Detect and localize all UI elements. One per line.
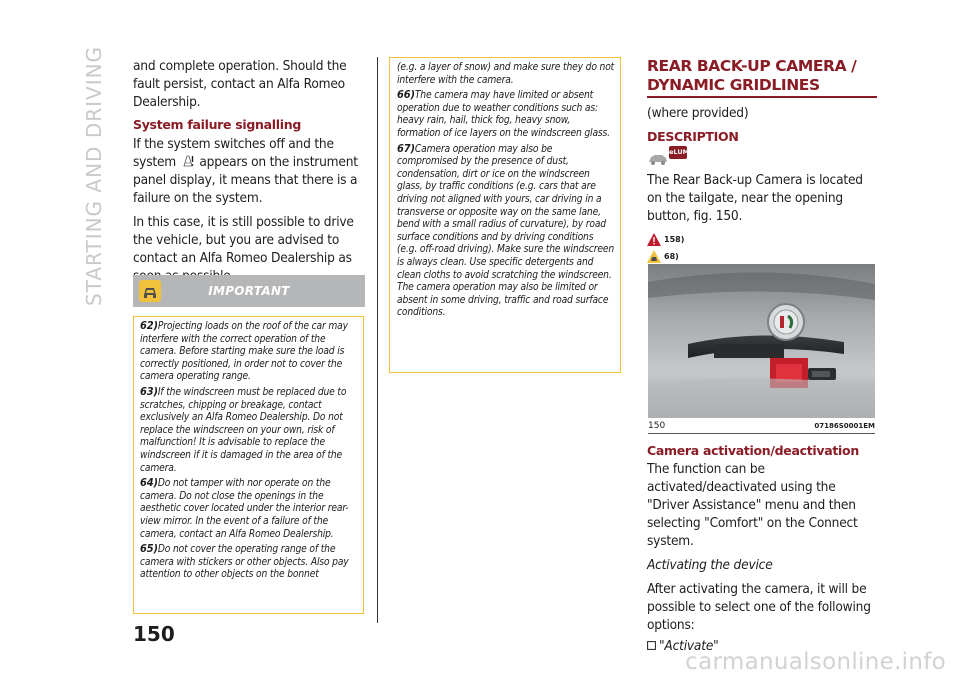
column-divider [377,57,378,623]
subhead-activation: Camera activation/deactivation [647,443,859,458]
warning-ref-68-label: 68) [664,252,679,261]
note-63 [140,386,358,475]
figure-rule [648,433,875,434]
section-title-rule [647,96,877,98]
paragraph-activation: The function can be activated/deactivated using the "Driver Assistance" menu and then selecting "Comfort" on the Connect system. [647,461,858,549]
note-65 [140,543,358,582]
note-65-continued: (e.g. a layer of snow) and make sure they do not interfere with the camera. [397,62,615,86]
warning-ref-158-label: 158) [664,235,685,244]
where-provided: (where provided) [647,105,749,121]
figure-caption [648,421,875,433]
option-activate-label: "Activate" [659,638,719,654]
note-66 [397,89,615,140]
warning-ref-158 [647,231,877,248]
tailgate-camera-illustration [648,264,875,418]
note-67-text: Camera operation may also be compromised by the presence of dust, condensation, dirt or ice on the windscreen glass, by traffic conditions (e.g. cars that are driving not aligned with yours, car driving in a transverse or opposite way on the same lane, bend with a small radius of curvature), by road surface conditions and by driving conditions (e.g. off-road driving). Make sure the windscreen is always clean. Use specific detergents and clean cloths to avoid scratching the windscreen. The camera operation may also be limited or absent in some driving, traffic and road surface conditions. [397,143,615,319]
important-title: IMPORTANT [208,284,290,298]
caution-car-triangle-icon [647,250,661,263]
note-64-text: Do not tamper with nor operate on the camera. Do not close the openings in the aesthetic cover located under the interior rear-view mirror. In the event of a failure of the camera, contact an Alfa Romeo Dealership. [140,478,349,540]
section-title [647,57,877,95]
paragraph-system-switch-off [133,135,365,207]
figure-number: 150 [648,421,666,431]
subhead-description: DESCRIPTION [647,129,739,144]
important-notes-box-continued [389,57,621,373]
italic-activating-device: Activating the device [647,557,773,573]
tailgate-camera-photo [648,264,875,418]
note-66-number: 66) [397,88,415,102]
bullet-arrow-icon [647,641,656,650]
paragraph-still-drive: In this case, it is still possible to drive the vehicle, but you are advised to contact an Alfa Romeo Dealership as [133,214,354,266]
note-62-number: 62) [140,319,158,332]
camera-failure-warning-icon [182,154,194,168]
warning-ref-68 [647,248,877,265]
column-right-lower [647,443,877,655]
note-64 [140,477,358,541]
note-63-number: 63) [140,384,158,398]
section-side-tab [82,45,106,306]
figure-code: 07186S0001EM [814,422,875,430]
danger-triangle-icon [647,233,661,246]
note-63-text: If the windscreen must be replaced due to scratches, chipping or breakage, contact exclusively an Alfa Romeo Dealership. Do not replace the windscreen on your own, risk of malfunction! It is advisable to replace the windscreen if it is damaged in the area of the camera. [140,386,347,474]
column-right [647,57,877,265]
note-67 [397,143,615,320]
paragraph-fault: and complete operation. Should the fault persist, contact an Alfa Romeo Dealership. [133,58,347,110]
important-notes-box [133,316,364,614]
important-header [133,275,365,307]
note-64-number: 64) [140,476,158,490]
section-title-line1: REAR BACK-UP CAMERA / [647,57,857,75]
subhead-system-failure: System failure signalling [133,117,301,132]
section-title-line2: DYNAMIC GRIDLINES [647,76,820,94]
note-65-text: Do not cover the operating range of the camera with stickers or other objects. Also pay attention to other objects on the bonnet [140,544,349,581]
elum-badge: eLUM [669,146,687,159]
footer-watermark: carmanualsonline.info [685,649,946,675]
description-icons [647,145,877,167]
section-side-tab-label: STARTING AND DRIVING [82,45,106,306]
car-icon [648,153,668,165]
paragraph-system-switch-off-b: appears on the instrument panel display, it means that there is a failure on the system. [133,154,358,206]
note-67-number: 67) [397,141,415,155]
paragraph-system-switch-off-a: If the system switches off and the system [133,136,334,170]
column-left [133,57,365,285]
note-66-text: The camera may have limited or absent operation due to weather conditions such as: heavy rain, hail, thick fog, heavy snow, formation of ice layers on the windscreen glass. [397,90,610,139]
paragraph-camera-location: The Rear Back-up Camera is located on the tailgate, near the opening button, fig. 150. [647,172,863,224]
page-number: 150 [133,622,175,646]
note-62-text: Projecting loads on the roof of the car may interfere with the correct operation of the camera. Before starting make sure the load is correctly positioned, in order not to cover the camera operating range. [140,321,348,383]
paragraph-options: After activating the camera, it will be possible to select one of the following options: [647,581,871,633]
note-62 [140,320,358,384]
note-65-number: 65) [140,542,158,556]
